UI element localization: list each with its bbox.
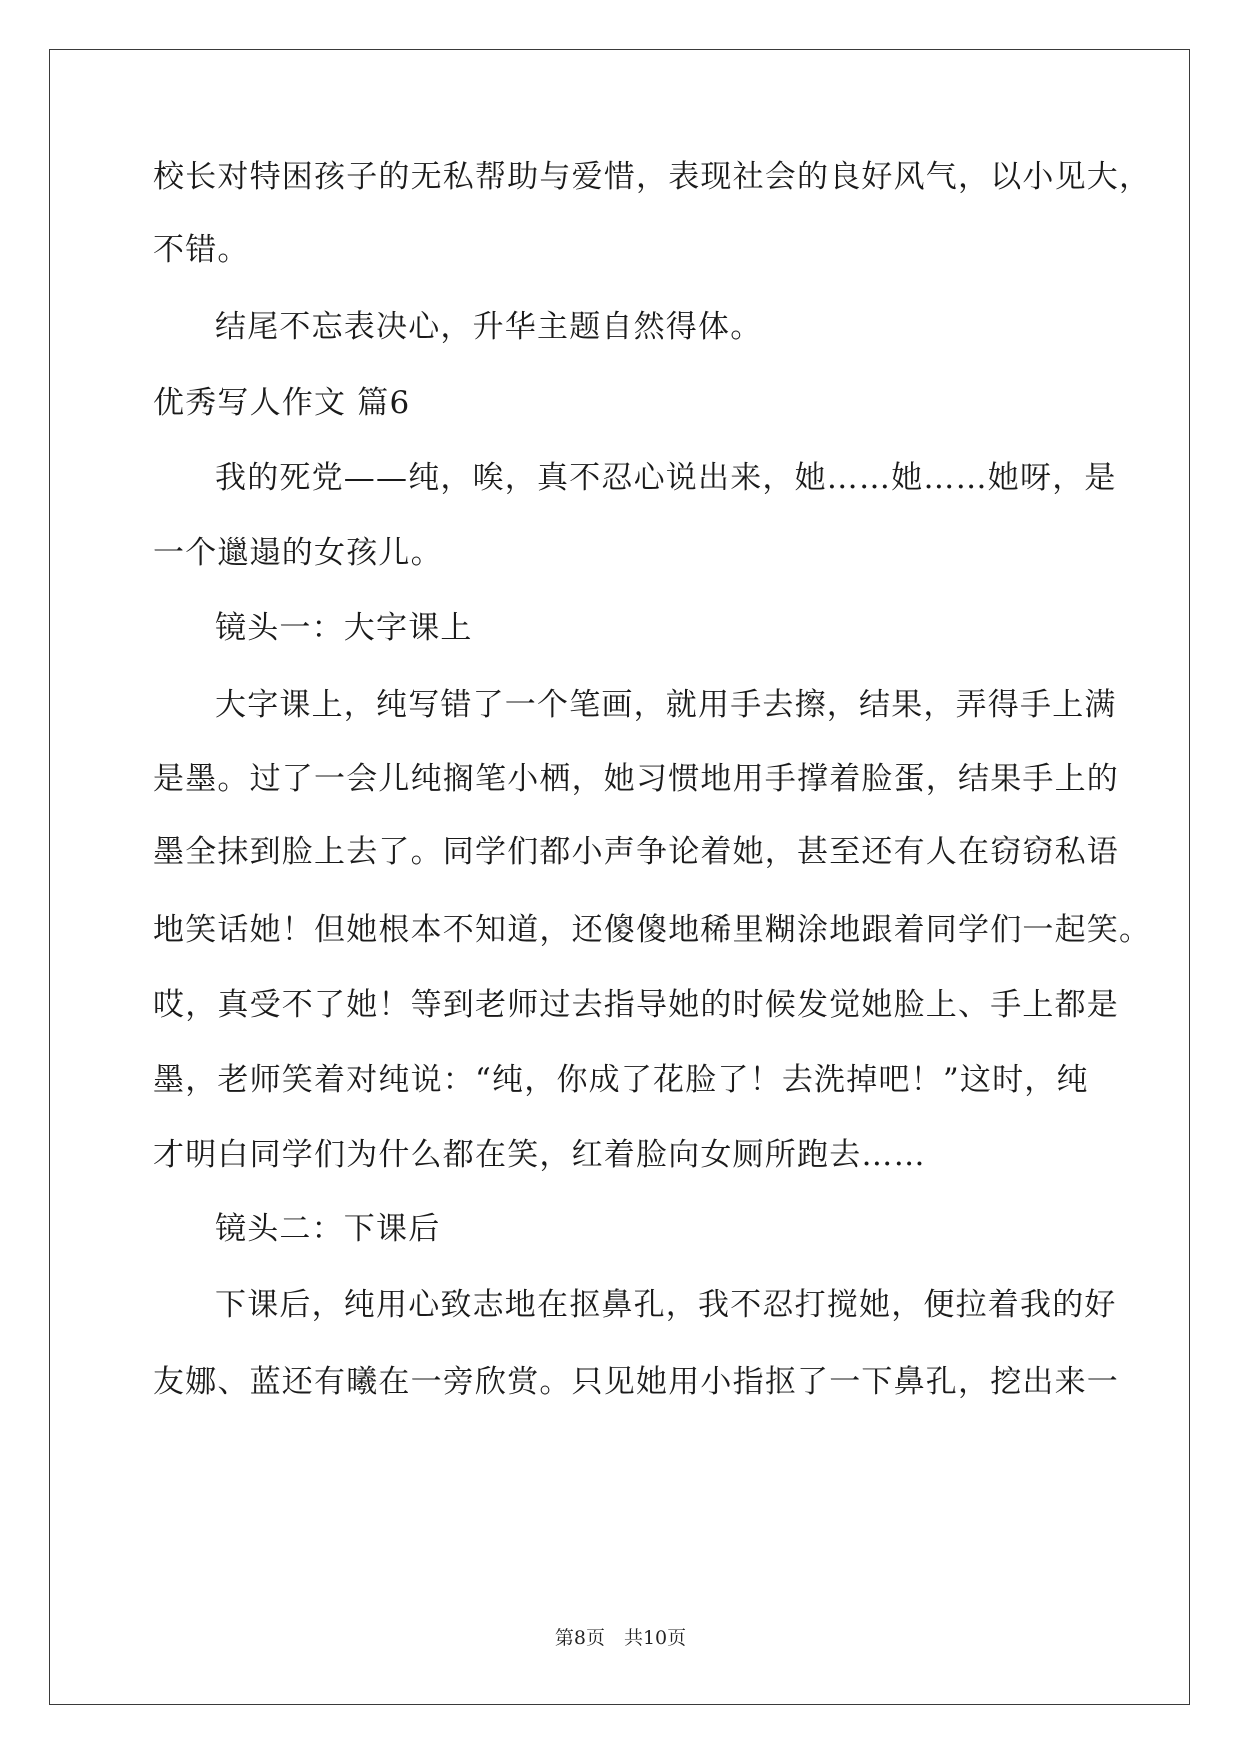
paragraph-line: 结尾不忘表决心，升华主题自然得体。	[215, 309, 763, 345]
body-line: 墨，老师笑着对纯说：“纯，你成了花脸了！去洗掉吧！”这时，纯	[153, 1062, 1089, 1098]
paragraph-line: 我的死党——纯，唉，真不忍心说出来，她……她……她呀，是	[215, 460, 1117, 496]
body-line: 友娜、蓝还有曦在一旁欣赏。只见她用小指抠了一下鼻孔，挖出来一	[153, 1364, 1119, 1400]
page-border	[49, 49, 1190, 1705]
body-line: 地笑话她！但她根本不知道，还傻傻地稀里糊涂地跟着同学们一起笑。	[153, 912, 1152, 948]
body-line: 是墨。过了一会儿纯搁笔小栖，她习惯地用手撑着脸蛋，结果手上的	[153, 761, 1119, 797]
paragraph-line: 大字课上，纯写错了一个笔画，就用手去擦，结果，弄得手上满	[215, 687, 1117, 723]
body-line: 才明白同学们为什么都在笑，红着脸向女厕所跑去……	[153, 1137, 926, 1173]
body-line: 不错。	[153, 232, 250, 268]
subheading-line: 镜头二：下课后	[215, 1211, 441, 1247]
body-line: 墨全抹到脸上去了。同学们都小声争论着她，甚至还有人在窃窃私语	[153, 834, 1119, 870]
body-line: 校长对特困孩子的无私帮助与爱惜，表现社会的良好风气，以小见大，	[153, 159, 1152, 195]
page-number: 第8页 共10页	[554, 1627, 687, 1649]
body-line: 一个邋遢的女孩儿。	[153, 535, 443, 571]
body-line: 哎，真受不了她！等到老师过去指导她的时候发觉她脸上、手上都是	[153, 987, 1119, 1023]
subheading-line: 镜头一：大字课上	[215, 610, 473, 646]
section-heading: 优秀写人作文 篇6	[153, 385, 411, 421]
paragraph-line: 下课后，纯用心致志地在抠鼻孔，我不忍打搅她，便拉着我的好	[215, 1287, 1117, 1323]
